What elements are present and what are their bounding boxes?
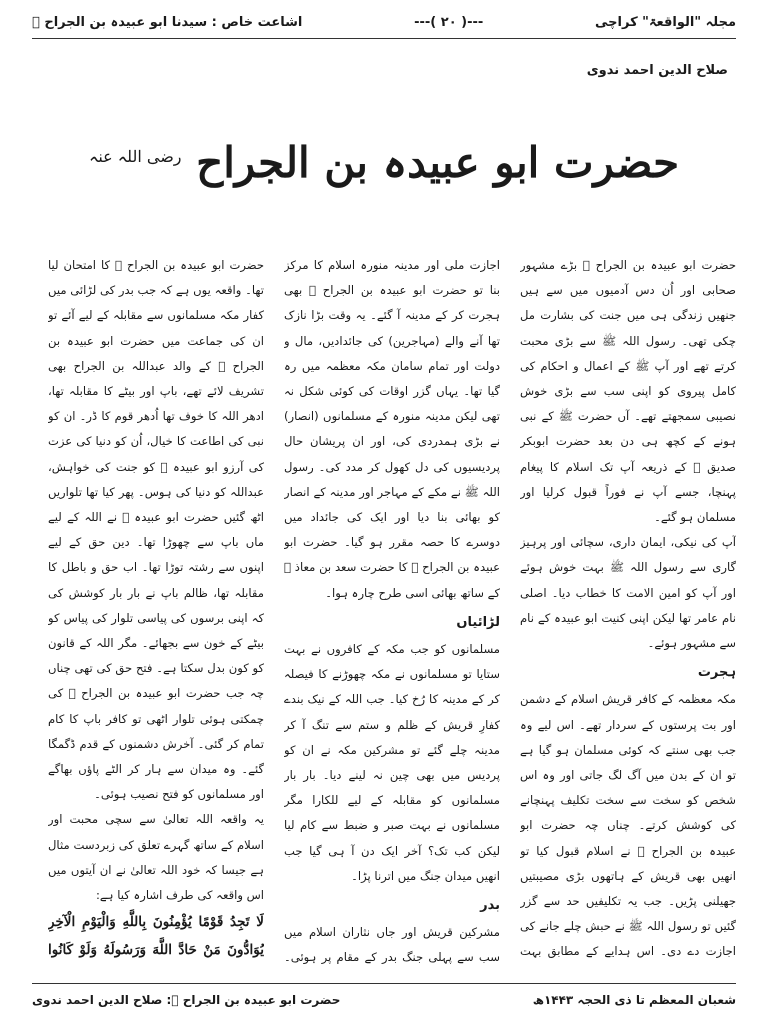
paragraph: حضرت ابو عبیدہ بن الجراح ﷜ کا امتحان لیا تھا۔ واقعہ یوں ہے کہ جب بدر کی لڑائی میں کفار مکہ مسلمانوں سے مقابلہ کے لیے آئے تو ان کی جماعت میں حضرت ابو عبیدہ بن الجراح ﷜ کے والد عبداللہ بن الجراح بھی تشریف لائے تھے، باپ اور بیٹے کا مقابلہ تھا، ادھر اللہ کا خوف تھا اُدھر قوم کا ڈر۔ ان کو نبی کی اطاعت کا خیال، اُن کو دنیا کی عزت کی آرزو ابو عبیدہ ﷜ کو جنت کی خواہش، عبداللہ کو دنیا کی ہوس۔ پھر کیا تھا تلواریں اٹھ گئیں حضرت ابو عبیدہ ﷜ نے اللہ کے لیے ماں باپ سے چھوڑا تھا۔ دین حق کے لیے اپنوں سے رشتہ توڑا تھا۔ اب حق و باطل کا مقابلہ تھا، ظالم باپ نے بار بار کوشش کی کہ اپنی برسوں کی پیاسی تلوار کی پیاس کو بیٹے کے خون سے بجھائے۔ مگر اللہ کے قانون کو کون بدل سکتا ہے۔ فتح حق کی تھی چناں چہ جب حضرت ابو عبیدہ بن الجراح ﷜ کی چمکتی ہوئی تلوار اٹھی تو کافر باپ کا کام تمام کر گئی۔ آخرش دشمنوں کے قدم ڈگمگا گئے۔ وہ میدان سے ہار کر الٹے پاؤں بھاگے اور مسلمانوں کو فتح نصیب ہوئی۔ bbox=[48, 258, 264, 802]
section-heading: ہجرت bbox=[697, 665, 736, 681]
article-title bbox=[0, 138, 768, 187]
column-3 bbox=[48, 253, 264, 966]
journal-name: مجلہ "الواقعۃ" کراچی bbox=[595, 14, 736, 30]
section-heading: لڑائیاں bbox=[456, 614, 500, 630]
title-text: حضرت ابو عبیدہ بن الجراح bbox=[196, 138, 680, 187]
article-credit: حضرت ابو عبیدہ بن الجراح ﷜: صلاح الدین احمد ندوی bbox=[32, 993, 341, 1007]
running-header bbox=[32, 10, 736, 34]
paragraph: حضرت ابو عبیدہ بن الجراح ﷜ بڑے مشہور صحابی اور اُن دس آدمیوں میں سے ہیں جنھیں زندگی ہی میں جنت کی بشارت مل چکی تھی۔ رسول اللہ ﷺ سے بڑی محبت کرتے تھے اور آپ ﷺ کے اعمال و احکام کی کامل پیروی کو اپنی سب سے بڑی خوش نصیبی سمجھتے تھے۔ آں حضرت ﷺ کے نبی ہونے کے کچھ ہی دن بعد حضرت ابوبکر صدیق ﷜ کے ذریعہ آپ تک اسلام کا پیغام پہنچا، جسے آپ نے فوراً قبول کرلیا اور مسلمان ہو گئے۔ bbox=[520, 258, 736, 525]
column-2 bbox=[284, 253, 500, 966]
special-issue-label: اشاعت خاص : سیدنا ابو عبیدہ بن الجراح ﷜ bbox=[32, 14, 303, 30]
paragraph: مسلمانوں کو جب مکہ کے کافروں نے بہت ستایا تو مسلمانوں نے مکہ چھوڑنے کا فیصلہ کر کے مدینہ کا رُخ کیا۔ جب اللہ کے نیک بندے کفارِ قریش کے ظلم و ستم سے تنگ آ کر مدینہ چلے گئے تو مشرکین مکہ نے ان کو پردیس میں بھی چین نہ لینے دیا۔ بار بار مسلمانوں کو مقابلہ کے لیے للکارا مگر مسلمانوں نے بہت صبر و ضبط سے کام لیا لیکن کب تک؟ آخر ایک دن آ ہی گیا جب انھیں میدان جنگ میں اترنا پڑا۔ bbox=[284, 642, 500, 883]
page-number: ---( ۲۰ )--- bbox=[414, 14, 484, 30]
running-footer bbox=[32, 988, 736, 1012]
paragraph: آپ کی نیکی، ایمان داری، سچائی اور پرہیز گاری سے رسول اللہ ﷺ بہت خوش ہوئے اور آپ کو امین الامت کا خطاب دیا۔ اصلی نام عامر تھا لیکن اپنی کنیت ابو عبیدہ کے نام سے مشہور ہوئے۔ bbox=[520, 535, 736, 651]
article-body bbox=[32, 253, 736, 966]
paragraph: مشرکین قریش اور جاں نثاران اسلام میں سب سے پہلی جنگ بدر کے مقام پر ہوئی۔ bbox=[284, 925, 500, 965]
header-rule bbox=[32, 38, 736, 39]
footer-rule bbox=[32, 983, 736, 984]
author-name: صلاح الدین احمد ندوی bbox=[586, 63, 728, 78]
section-heading: بدر bbox=[480, 898, 500, 914]
paragraph: یہ واقعہ اللہ تعالیٰ سے سچی محبت اور اسلام کے ساتھ گہرے تعلق کی زبردست مثال ہے جیسا کہ خود اللہ تعالیٰ نے ان آیتوں میں اس واقعہ کی طرف اشارہ کیا ہے: bbox=[48, 812, 264, 903]
issue-date: شعبان المعظم تا ذی الحجہ ۱۴۴۳ھ bbox=[532, 993, 736, 1007]
quran-verse: لَا تَجِدُ قَوْمًا يُؤْمِنُونَ بِاللَّهِ وَالْيَوْمِ الْآخِرِ يُوَادُّونَ مَنْ حَادَّ اللَّهَ وَرَسُولَهُ وَلَوْ كَانُوا bbox=[48, 914, 264, 959]
column-1 bbox=[520, 253, 736, 966]
title-honorific: رضی اللہ عنہ bbox=[88, 147, 182, 166]
paragraph: مکہ معظمہ کے کافر قریش اسلام کے دشمن اور بت پرستوں کے سردار تھے۔ اس لیے وہ جب بھی سنتے کہ کوئی مسلمان ہو گیا ہے تو ان کے بدن میں آگ لگ جاتی اور وہ اس شخص کو سخت سے سخت تکلیف پہنچانے کی کوشش کرتے۔ چناں چہ حضرت ابو عبیدہ بن الجراح ﷜ نے اسلام قبول کیا تو انھیں بھی قریش کے ہاتھوں بڑی مصیبتیں جھیلنی پڑیں۔ جب یہ تکلیفیں حد سے گزر گئیں تو رسول اللہ ﷺ نے حبش چلے جانے کی اجازت دے دی۔ اس ہدایے کے مطابق بہت bbox=[520, 692, 736, 959]
paragraph: اجازت ملی اور مدینہ منورہ اسلام کا مرکز بنا تو حضرت ابو عبیدہ بن الجراح ﷜ بھی ہجرت کر کے مدینہ آ گئے۔ یہ وقت بڑا نازک تھا آنے والے (مہاجرین) کی جائدادیں، مال و دولت اور تمام سامان مکہ معظمہ میں رہ گیا تھا۔ یہاں گزر اوقات کی کوئی شکل نہ تھی لیکن مدینہ منورہ کے مسلمانوں (انصار) نے بڑی ہمدردی کی، اور ان پریشان حال پردیسیوں کی دل کھول کر مدد کی۔ رسول اللہ ﷺ نے مکے کے مہاجر اور مدینہ کے انصار کو بھائی بنا دیا اور ایک کی جائداد میں دوسرے کا حصہ مقرر ہو گیا۔ حضرت ابو عبیدہ بن الجراح ﷜ کا حضرت سعد بن معاذ ﷜ کے ساتھ بھائی اسی طرح چارہ ہوا۔ bbox=[284, 258, 500, 600]
